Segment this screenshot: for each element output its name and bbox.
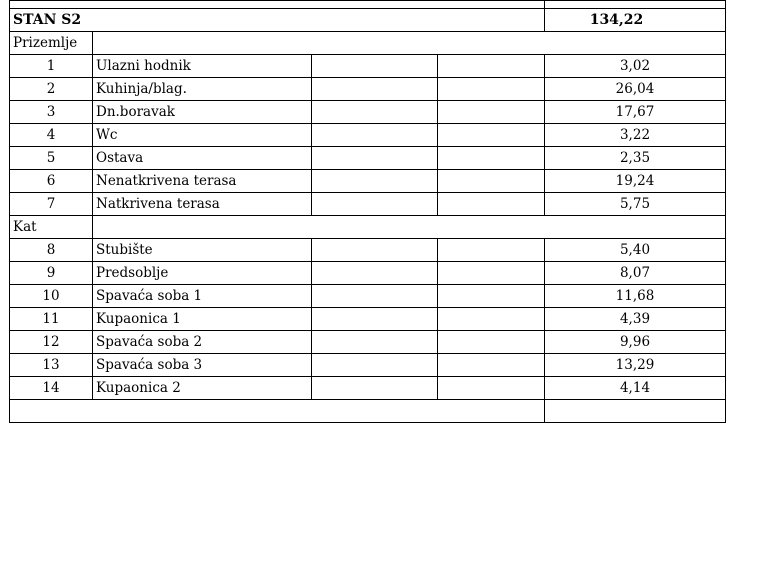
empty-cell [438, 354, 545, 377]
room-number: 12 [10, 331, 93, 354]
table-row [10, 55, 726, 78]
room-name: Spavaća soba 2 [93, 331, 312, 354]
table-row [10, 308, 726, 331]
room-area: 5,75 [545, 193, 726, 216]
room-area: 3,02 [545, 55, 726, 78]
room-name: Kupaonica 1 [93, 308, 312, 331]
empty-cell [312, 331, 438, 354]
room-name: Spavaća soba 1 [93, 285, 312, 308]
room-name: Wc [93, 124, 312, 147]
room-area: 13,29 [545, 354, 726, 377]
table-row [10, 262, 726, 285]
empty-cell [438, 308, 545, 331]
room-area-table [9, 0, 726, 423]
room-name: Kuhinja/blag. [93, 78, 312, 101]
table-row [10, 124, 726, 147]
room-number: 13 [10, 354, 93, 377]
room-name: Ostava [93, 147, 312, 170]
empty-cell [545, 400, 726, 423]
table-row [10, 101, 726, 124]
table-row [10, 354, 726, 377]
room-name: Spavaća soba 3 [93, 354, 312, 377]
section-empty-cell [93, 32, 726, 55]
empty-cell [438, 285, 545, 308]
apartment-total-area: 134,22 [545, 9, 726, 32]
room-area: 9,96 [545, 331, 726, 354]
table-row [10, 285, 726, 308]
section-label: Prizemlje [10, 32, 93, 55]
room-number: 5 [10, 147, 93, 170]
empty-cell [312, 354, 438, 377]
table-top-edge-row [10, 1, 726, 9]
empty-cell [438, 262, 545, 285]
empty-cell [312, 262, 438, 285]
table-row [10, 193, 726, 216]
room-number: 7 [10, 193, 93, 216]
empty-cell [312, 101, 438, 124]
apartment-title-row [10, 9, 726, 32]
room-number: 3 [10, 101, 93, 124]
room-area: 4,14 [545, 377, 726, 400]
room-name: Stubište [93, 239, 312, 262]
room-area: 26,04 [545, 78, 726, 101]
empty-cell [312, 55, 438, 78]
section-row [10, 216, 726, 239]
empty-cell [312, 308, 438, 331]
empty-cell [438, 377, 545, 400]
room-name: Natkrivena terasa [93, 193, 312, 216]
table-row [10, 377, 726, 400]
room-name: Nenatkrivena terasa [93, 170, 312, 193]
empty-cell [438, 55, 545, 78]
empty-cell [438, 124, 545, 147]
empty-cell [438, 331, 545, 354]
empty-cell [312, 285, 438, 308]
room-number: 8 [10, 239, 93, 262]
room-number: 10 [10, 285, 93, 308]
empty-cell [312, 377, 438, 400]
room-area: 4,39 [545, 308, 726, 331]
empty-cell [312, 239, 438, 262]
top-edge-cell [10, 1, 545, 9]
section-empty-cell [93, 216, 726, 239]
room-name: Ulazni hodnik [93, 55, 312, 78]
room-number: 14 [10, 377, 93, 400]
room-name: Predsoblje [93, 262, 312, 285]
room-number: 6 [10, 170, 93, 193]
room-area: 19,24 [545, 170, 726, 193]
room-area: 11,68 [545, 285, 726, 308]
empty-cell [312, 170, 438, 193]
table-row [10, 78, 726, 101]
section-row [10, 32, 726, 55]
empty-cell [438, 239, 545, 262]
empty-cell [10, 400, 545, 423]
room-area: 5,40 [545, 239, 726, 262]
empty-footer-row [10, 400, 726, 423]
room-number: 2 [10, 78, 93, 101]
empty-cell [438, 101, 545, 124]
table-row [10, 170, 726, 193]
room-area: 2,35 [545, 147, 726, 170]
empty-cell [438, 193, 545, 216]
room-area: 3,22 [545, 124, 726, 147]
empty-cell [312, 147, 438, 170]
room-area: 8,07 [545, 262, 726, 285]
empty-cell [438, 78, 545, 101]
table-row [10, 331, 726, 354]
empty-cell [438, 170, 545, 193]
room-number: 9 [10, 262, 93, 285]
room-name: Kupaonica 2 [93, 377, 312, 400]
room-number: 1 [10, 55, 93, 78]
apartment-title: STAN S2 [10, 9, 545, 32]
room-number: 11 [10, 308, 93, 331]
table-row [10, 147, 726, 170]
room-area-table-body [10, 1, 726, 423]
section-label: Kat [10, 216, 93, 239]
empty-cell [312, 193, 438, 216]
room-area: 17,67 [545, 101, 726, 124]
room-name: Dn.boravak [93, 101, 312, 124]
room-number: 4 [10, 124, 93, 147]
empty-cell [312, 124, 438, 147]
empty-cell [438, 147, 545, 170]
empty-cell [312, 78, 438, 101]
top-edge-cell [545, 1, 726, 9]
table-row [10, 239, 726, 262]
